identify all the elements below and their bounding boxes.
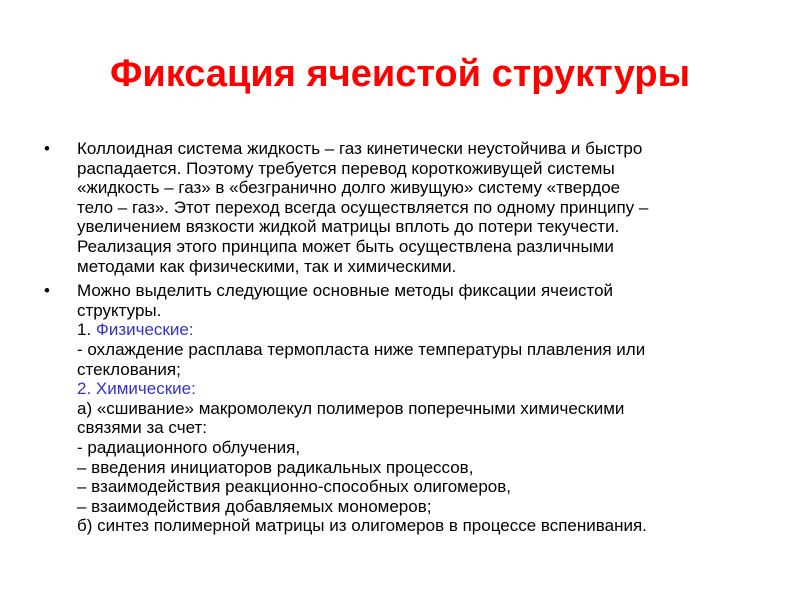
paragraph-line: - охлаждение расплава термопласта ниже температуры плавления или xyxy=(77,339,646,359)
physical-label: Физические: xyxy=(95,320,194,340)
paragraph-line: – введения инициаторов радикальных процессов, xyxy=(77,457,474,477)
paragraph-line: а) «сшивание» макромолекул полимеров поперечными химическими xyxy=(77,398,625,418)
paragraph-line: – взаимодействия добавляемых мономеров; xyxy=(77,496,432,516)
paragraph-line: распадается. Поэтому требуется перевод короткоживущей системы xyxy=(77,158,615,178)
paragraph-line: б) синтез полимерной матрицы из олигомеров в процессе вспенивания. xyxy=(77,516,647,536)
paragraph-line: «жидкость – газ» в «безгранично долго живущую» систему «твердое xyxy=(77,178,621,198)
physical-heading xyxy=(77,320,770,340)
paragraph-line: методами как физическими, так и химическими. xyxy=(77,256,457,276)
paragraph-line: Коллоидная система жидкость – газ кинетически неустойчива и быстро xyxy=(77,139,643,158)
paragraph-line: стеклования; xyxy=(77,359,181,379)
paragraph-line: - радиационного облучения, xyxy=(77,437,301,457)
slide-title: Фиксация ячеистой структуры xyxy=(109,53,691,95)
physical-number: 1. xyxy=(77,320,96,340)
paragraph-line: Реализация этого принципа может быть осуществлена различными xyxy=(77,236,614,256)
paragraph-line: Можно выделить следующие основные методы фиксации ячеистой xyxy=(77,281,614,301)
paragraph-line: тело – газ». Этот переход всегда осуществляется по одному принципу – xyxy=(77,197,649,217)
bullet-dot-icon: • xyxy=(44,281,50,301)
paragraph-line: увеличением вязкости жидкой матрицы вплоть до потери текучести. xyxy=(77,217,620,237)
paragraph-line: – взаимодействия реакционно-способных олигомеров, xyxy=(77,477,511,497)
paragraph-line: связями за счет: xyxy=(77,418,207,438)
bullet-dot-icon: • xyxy=(44,139,50,158)
bullet-list xyxy=(40,139,770,541)
bullet-item-colloid xyxy=(40,139,770,276)
paragraph-line: структуры. xyxy=(77,300,162,320)
chemical-heading: 2. Химические: xyxy=(77,379,196,399)
bullet-item-methods xyxy=(40,281,770,536)
